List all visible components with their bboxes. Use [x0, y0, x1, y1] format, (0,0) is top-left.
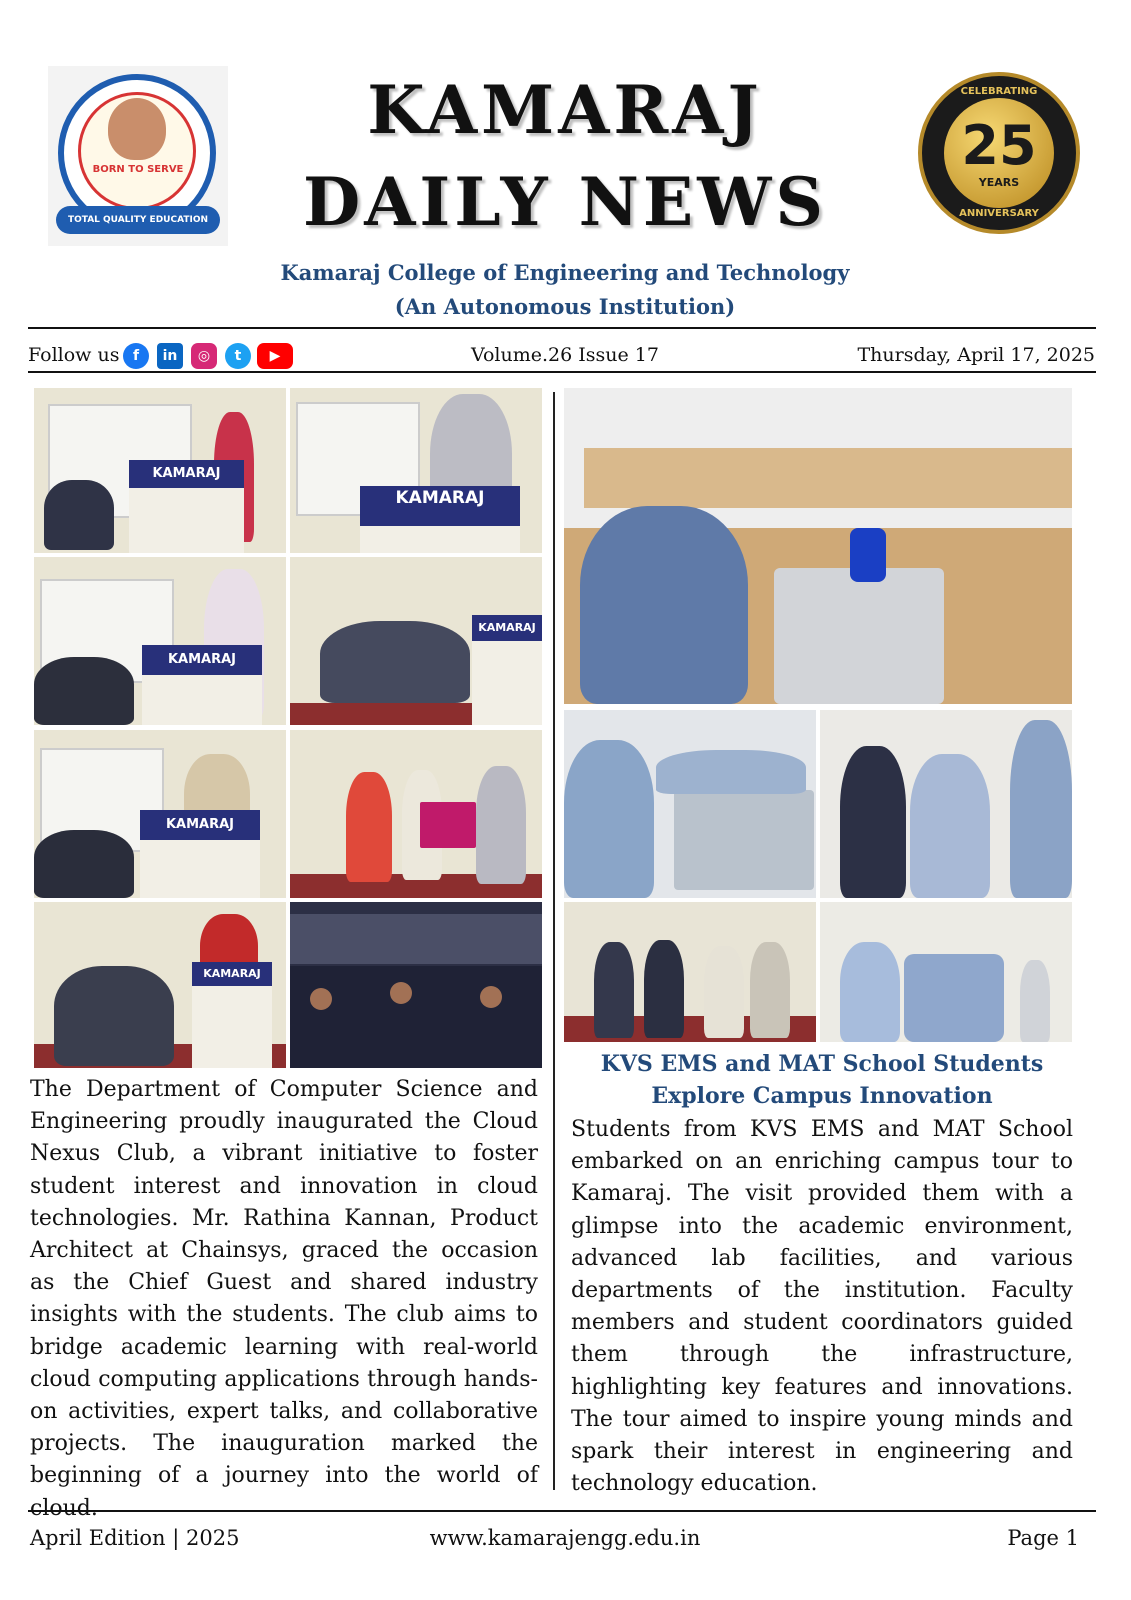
photo-memento — [290, 730, 542, 898]
photo-chief-guest — [34, 902, 286, 1068]
photo-audience — [290, 902, 542, 1068]
photo-face — [390, 982, 412, 1004]
instagram-icon[interactable]: ◎ — [191, 343, 217, 369]
facebook-icon[interactable]: f — [123, 343, 149, 369]
photo-speaker-1 — [34, 388, 286, 553]
cloud-nexus-article: The Department of Computer Science and Engineering proudly inaugurated the Cloud Nexus Club, a vibrant initiative to foster student interest and innovation in cloud technologies. Mr. Rathina Kannan, Product Architect at Chainsys, graced the occasion as the Chief Guest and shared industry insights with the students. The club aims to bridge academic learning with real-world cloud computing applications through hands-on activities, expert talks, and collaborative projects. The inauguration marked the beginning of a journey into the world of cloud. — [30, 1077, 538, 1521]
photo-person — [594, 942, 634, 1038]
logo-ribbon — [56, 206, 220, 234]
campus-tour-headline-line2: Explore Campus Innovation — [651, 1083, 993, 1109]
photo-student — [840, 942, 900, 1042]
photo-speaker-4 — [34, 730, 286, 898]
photo-felicitation — [564, 902, 816, 1042]
photo-panel — [290, 557, 542, 725]
photo-student — [1010, 720, 1072, 898]
photo-face — [310, 988, 332, 1010]
photo-person — [644, 940, 684, 1038]
photo-speaker-2 — [290, 388, 542, 553]
photo-person — [34, 830, 134, 898]
photo-memento-gift — [420, 802, 476, 848]
badge-number: 25 — [961, 114, 1037, 177]
photo-speaker-3 — [34, 557, 286, 725]
column-divider — [553, 392, 555, 1490]
photo-person — [476, 766, 526, 884]
twitter-icon[interactable]: t — [225, 343, 251, 369]
photo-crowd-front — [290, 966, 542, 1068]
photo-student — [580, 506, 748, 704]
photo-students-line — [904, 954, 1004, 1042]
photo-imac — [774, 568, 944, 704]
photo-person — [1020, 960, 1050, 1042]
photo-student — [564, 740, 654, 898]
photo-sign: KAMARAJ — [142, 645, 262, 675]
logo-motto: BORN TO SERVE — [92, 164, 184, 175]
footer-page-number: Page 1 — [1007, 1526, 1079, 1550]
photo-person — [346, 772, 392, 882]
youtube-icon[interactable]: ▶ — [257, 343, 293, 369]
photo-person — [44, 480, 114, 550]
photo-person — [34, 657, 134, 725]
institution-status: (An Autonomous Institution) — [394, 294, 736, 319]
campus-tour-headline-line1: KVS EMS and MAT School Students — [600, 1051, 1044, 1077]
photo-lab-equipment — [674, 790, 814, 890]
linkedin-icon[interactable]: in — [157, 343, 183, 369]
photo-corridor — [820, 902, 1072, 1042]
masthead-title-line1: KAMARAJ — [367, 71, 763, 149]
photo-person — [840, 746, 906, 898]
footer-rule — [28, 1510, 1096, 1512]
photo-sign: KAMARAJ — [140, 810, 260, 840]
photo-robotics-lab — [564, 710, 816, 898]
photo-student — [910, 754, 990, 898]
photo-person — [54, 966, 174, 1066]
founder-portrait — [108, 98, 166, 160]
photo-sign: KAMARAJ — [360, 486, 520, 526]
photo-crowd-row — [290, 914, 542, 964]
photo-desk-row — [584, 448, 1072, 508]
badge-top-text: CELEBRATING — [960, 86, 1038, 97]
logo-ribbon-text: TOTAL QUALITY EDUCATION — [67, 215, 209, 225]
college-logo — [48, 66, 228, 246]
photo-welcome — [820, 710, 1072, 898]
photo-students-group — [656, 750, 806, 794]
anniversary-badge — [918, 72, 1080, 234]
photo-computer-lab — [564, 388, 1072, 704]
info-rule — [28, 371, 1096, 373]
issue-volume: Volume.26 Issue 17 — [471, 344, 659, 366]
issue-date: Thursday, April 17, 2025 — [857, 344, 1095, 366]
follow-us-label: Follow us — [28, 344, 120, 366]
badge-bottom-text: ANNIVERSARY — [959, 208, 1039, 219]
photo-person — [750, 942, 790, 1038]
photo-chair — [850, 528, 886, 582]
badge-years: YEARS — [978, 176, 1020, 189]
footer-edition: April Edition | 2025 — [30, 1526, 240, 1550]
top-rule — [28, 327, 1096, 329]
masthead-title-line2: DAILY NEWS — [302, 163, 827, 241]
campus-tour-article: Students from KVS EMS and MAT School embarked on an enriching campus tour to Kamaraj. The visit provided them with a glimpse into the academic environment, advanced lab facilities, and various departments of the institution. Faculty members and student coordinators guided them through the infrastructure, highlighting key features and innovations. The tour aimed to inspire young minds and spark their interest in engineering and technology education. — [571, 1117, 1073, 1497]
photo-sign: KAMARAJ — [192, 962, 272, 986]
photo-person — [320, 621, 470, 703]
institution-name: Kamaraj College of Engineering and Technology — [280, 260, 850, 285]
footer-website-link[interactable]: www.kamarajengg.edu.in — [429, 1526, 701, 1550]
photo-sign: KAMARAJ — [129, 460, 244, 488]
photo-sign: KAMARAJ — [472, 615, 542, 641]
photo-person — [704, 946, 744, 1038]
photo-face — [480, 986, 502, 1008]
